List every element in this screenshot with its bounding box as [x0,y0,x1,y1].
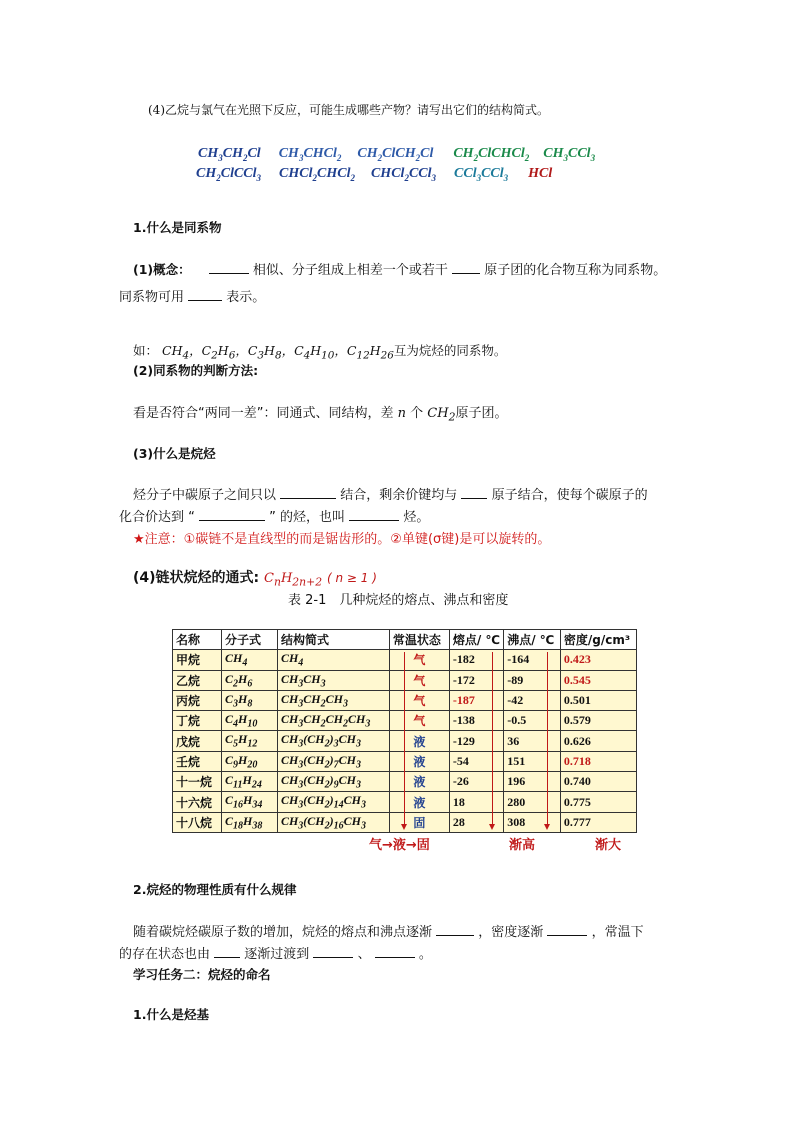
product-formula: $CH_3CH_2Cl$ [198,146,261,163]
cell-name: 十六烷 [173,792,222,812]
cell-structure: $CH_3(CH_2)_{14}CH_3$ [277,792,389,812]
cell-structure: $CH_3CH_2CH_2CH_3$ [277,711,389,731]
formula-condition: ( n ≥ 1 ) [327,571,377,585]
product-formula: CHCl$_2$CCl$_3$ [370,166,437,183]
cell-structure: $CH_3CH_2CH_3$ [277,690,389,710]
table-header-cell: 分子式 [222,630,278,650]
cell-formula: $C_2H_6$ [222,670,278,690]
formula-title: (4)链状烷烃的通式: [133,570,260,586]
judge-ch2: $CH_2$ [427,406,456,424]
alkane-title: (3)什么是烷烃 [133,446,216,461]
judge-text-b: 个 [410,406,424,421]
cell-melting-point: -129 [449,731,503,751]
concept-blank-1[interactable] [209,261,249,274]
example-line [133,341,506,362]
cell-density: 0.718 [560,751,636,771]
cell-structure: $CH_3(CH_2)_{16}CH_3$ [277,812,389,832]
cell-boiling-point: 196 [504,772,561,792]
judge-text-c: 原子团。 [455,406,508,421]
table-header-cell: 沸点/ ℃ [504,630,561,650]
cell-state: 气 [389,711,449,731]
s2-blank-2[interactable] [547,923,587,936]
product-formula: HCl [528,166,553,181]
cell-density: 0.777 [560,812,636,832]
cell-name: 丁烷 [173,711,222,731]
cell-melting-point: -172 [449,670,503,690]
product-formula: $CH_2ClCCl_3$ [196,166,262,183]
s2-line-2 [119,943,432,962]
cell-state: 固 [389,812,449,832]
cell-boiling-point: -0.5 [504,711,561,731]
cell-formula: $C_4H_{10}$ [222,711,278,731]
formula-expression: $C_nH_{2n+2}$ [264,571,323,589]
alkane-blank-1[interactable] [280,486,336,499]
table-caption: 表 2-1 几种烷烃的熔点、沸点和密度 [288,593,509,608]
s2-text-e: 逐渐过渡到 [244,947,310,962]
products-row-2 [196,166,552,183]
cell-density: 0.775 [560,792,636,812]
cell-state: 气 [389,670,449,690]
alkane-text-c: 原子结合，使每个碳原子的 [491,488,648,503]
s2-text-g: 。 [418,947,432,962]
concept-text-d: 表示。 [226,290,266,305]
example-formulas: $CH_4$，$C_2H_6$，$C_3H_8$，$C_4H_{10}$，$C_{12}H_{26}$ [162,343,394,362]
cell-formula: $C_{18}H_{38}$ [222,812,278,832]
s2-blank-3[interactable] [214,945,240,958]
alkane-text-a: 烃分子中碳原子之间只以 [133,488,277,503]
product-formula: CCl$_3$CCl$_3$ [454,166,509,183]
concept-text-b: 原子团的化合物互称为同系物。 [484,263,667,278]
note-line: ★注意：①碳链不是直线型的而是锯齿形的。②单键(σ键)是可以旋转的。 [133,532,551,547]
question-4: (4)乙烷与氯气在光照下反应，可能生成哪些产物？请写出它们的结构简式。 [148,103,550,117]
cell-density: 0.545 [560,670,636,690]
bp-arrow-head [489,824,495,830]
cell-melting-point: -26 [449,772,503,792]
cell-density: 0.740 [560,772,636,792]
section-1-title: 1.什么是同系物 [133,220,222,235]
s2-line-1 [133,921,644,940]
example-prefix: 如： [133,343,159,358]
cell-name: 甲烷 [173,650,222,670]
cell-boiling-point: -89 [504,670,561,690]
cell-melting-point: -138 [449,711,503,731]
footer-density: 渐大 [595,838,622,853]
cell-formula: $C_{16}H_{34}$ [222,792,278,812]
cell-density: 0.423 [560,650,636,670]
s2-text-b: ，密度逐渐 [478,925,544,940]
cell-state: 液 [389,731,449,751]
s2-text-f: 、 [357,947,371,962]
alkane-text-b: 结合，剩余价键均与 [340,488,458,503]
bp-arrow-line [492,652,493,824]
s2-blank-1[interactable] [436,923,474,936]
cell-structure: $CH_3(CH_2)_7CH_3$ [277,751,389,771]
density-arrow-line [547,652,548,824]
cell-formula: $C_5H_{12}$ [222,731,278,751]
alkane-line-2 [119,506,429,525]
cell-state: 气 [389,690,449,710]
cell-name: 十八烷 [173,812,222,832]
cell-density: 0.579 [560,711,636,731]
concept-label: (1)概念： [133,262,191,277]
s2-blank-5[interactable] [375,945,415,958]
product-formula: $CH_3CCl_3$ [543,146,596,163]
judge-text-a: 看是否符合“两同一差”：同通式、同结构，差 [133,406,394,421]
cell-structure: $CH_3(CH_2)_9CH_3$ [277,772,389,792]
judge-title: (2)同系物的判断方法: [133,363,259,378]
s2-text-d: 的存在状态也由 [119,947,211,962]
concept-blank-2[interactable] [452,261,480,274]
products-row-1 [198,146,595,163]
cell-name: 丙烷 [173,690,222,710]
cell-density: 0.626 [560,731,636,751]
cell-melting-point: 18 [449,792,503,812]
density-arrow-head [544,824,550,830]
cell-structure: $CH_3(CH_2)_3CH_3$ [277,731,389,751]
product-formula: $CH_2ClCH_2Cl$ [357,146,434,163]
cell-name: 戊烷 [173,731,222,751]
concept-text-c: 同系物可用 [119,290,185,305]
s2-blank-4[interactable] [313,945,353,958]
cell-name: 乙烷 [173,670,222,690]
state-arrow-head [401,824,407,830]
cell-melting-point: 28 [449,812,503,832]
cell-boiling-point: 36 [504,731,561,751]
cell-formula: $C_3H_8$ [222,690,278,710]
alkane-text-f: 烃。 [403,510,430,525]
table-header-cell: 名称 [173,630,222,650]
formula-line [133,567,377,589]
s2-text-c: ，常温下 [591,925,644,940]
cell-density: 0.501 [560,690,636,710]
cell-state: 液 [389,751,449,771]
cell-structure: $CH_4$ [277,650,389,670]
concept-line-2 [119,286,265,305]
alkane-blank-3[interactable] [199,508,265,521]
task-2-title: 学习任务二：烷烃的命名 [133,967,271,982]
table-header-cell: 密度/g/cm³ [560,630,636,650]
alkane-blank-2[interactable] [461,486,487,499]
table-header-row [173,630,637,650]
s2-text-a: 随着碳烷烃碳原子数的增加，烷烃的熔点和沸点逐渐 [133,925,433,940]
alkane-text-d: 化合价达到 “ [119,510,195,525]
cell-name: 壬烷 [173,751,222,771]
concept-line [133,259,666,278]
example-suffix: 互为烷烃的同系物。 [393,343,507,358]
product-formula: $CH_3CHCl_2$ [278,146,342,163]
table-header-cell: 熔点/ ℃ [449,630,503,650]
cell-boiling-point: 308 [504,812,561,832]
cell-formula: $C_{11}H_{24}$ [222,772,278,792]
cell-name: 十一烷 [173,772,222,792]
cell-boiling-point: -164 [504,650,561,670]
footer-bp: 渐高 [509,838,536,853]
cell-melting-point: -182 [449,650,503,670]
section-2-title: 2.烷烃的物理性质有什么规律 [133,882,297,897]
section-3-title: 1.什么是烃基 [133,1007,209,1022]
judge-n: n [397,406,406,421]
product-formula: CHCl$_2$CHCl$_2$ [279,166,355,183]
cell-melting-point: -187 [449,690,503,710]
judge-line [133,402,508,424]
footer-state: 气→液→固 [369,838,430,853]
cell-formula: $CH_4$ [222,650,278,670]
cell-state: 液 [389,772,449,792]
alkane-line-1 [133,484,648,503]
cell-boiling-point: -42 [504,690,561,710]
cell-structure: $CH_3CH_3$ [277,670,389,690]
cell-state: 气 [389,650,449,670]
cell-state: 液 [389,792,449,812]
alkane-blank-4[interactable] [349,508,399,521]
table-header-cell: 结构简式 [277,630,389,650]
state-arrow-line [404,652,405,824]
cell-formula: $C_9H_{20}$ [222,751,278,771]
concept-blank-3[interactable] [188,288,222,301]
cell-boiling-point: 280 [504,792,561,812]
cell-melting-point: -54 [449,751,503,771]
product-formula: $CH_2ClCHCl_2$ [453,146,530,163]
cell-boiling-point: 151 [504,751,561,771]
alkane-text-e: ” 的烃，也叫 [269,510,346,525]
concept-text-a: 相似、分子组成上相差一个或若干 [252,263,448,278]
table-header-cell: 常温状态 [389,630,449,650]
